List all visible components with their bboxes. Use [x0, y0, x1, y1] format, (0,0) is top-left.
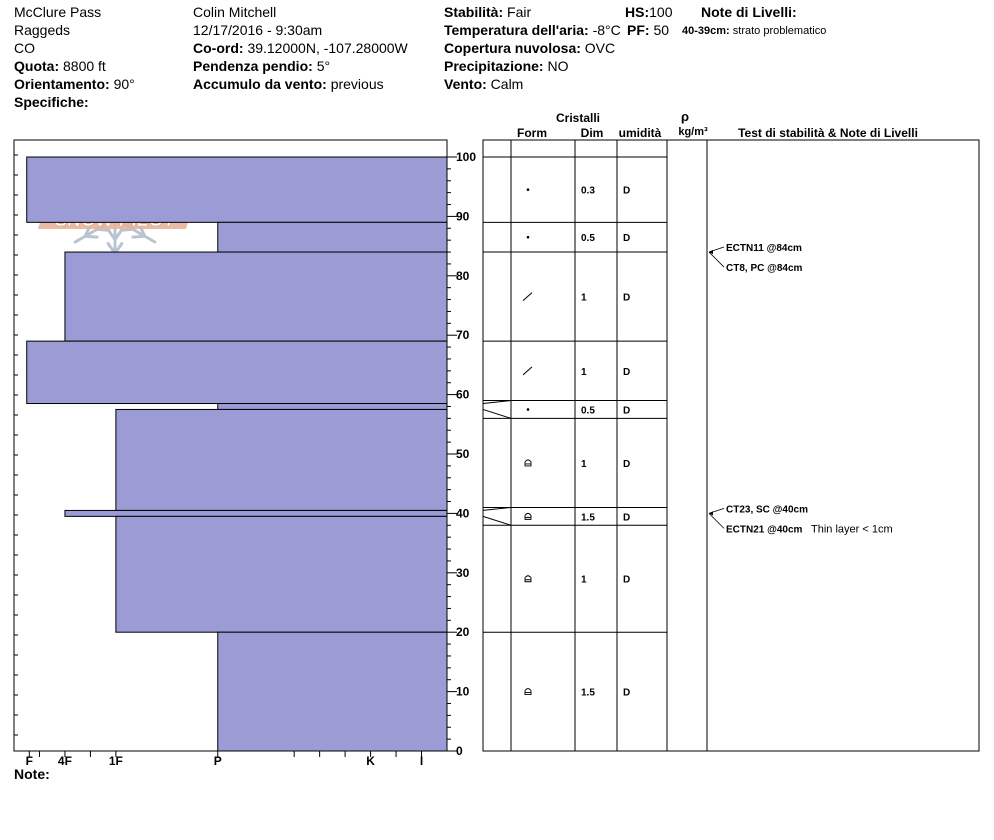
- wind-value: Calm: [490, 76, 524, 92]
- row-connector: [483, 516, 511, 525]
- crystal-dim-value: 0.5: [581, 405, 595, 417]
- hardness-tick-label: I: [419, 754, 424, 768]
- crystal-dim-value: 0.5: [581, 233, 595, 245]
- hs-label: HS:: [625, 4, 650, 20]
- hardness-tick-label: P: [213, 754, 222, 768]
- coord-label: Co-ord:: [193, 40, 244, 56]
- crystal-moisture-value: D: [623, 574, 631, 586]
- height-tick-label: 30: [456, 565, 470, 580]
- crystal-table: [483, 140, 979, 751]
- hardness-bar: [27, 341, 447, 403]
- hardness-bar: [116, 409, 447, 510]
- aspect-value: 90°: [113, 76, 135, 92]
- crystal-dim-value: 0.3: [581, 185, 595, 197]
- height-tick-label: 70: [456, 328, 470, 343]
- crystal-form-cup-icon: [525, 689, 531, 695]
- coord-value: 39.12000N, -107.28000W: [247, 40, 408, 56]
- stability-value: Fair: [507, 4, 532, 20]
- col-header-cristalli: Cristalli: [555, 111, 601, 125]
- crystal-moisture-value: D: [623, 366, 631, 378]
- stability-test-pointer: [709, 513, 724, 528]
- hardness-bar: [218, 632, 447, 751]
- row-connector: [483, 409, 511, 418]
- location-name: McClure Pass: [14, 4, 102, 20]
- hs-value: 100: [649, 4, 673, 20]
- stability-label: Stabilità:: [444, 4, 504, 20]
- layer-notes-label: Note di Livelli:: [701, 4, 797, 20]
- height-tick-label: 20: [456, 625, 470, 640]
- crystal-moisture-value: D: [623, 458, 631, 470]
- observer-name: Colin Mitchell: [193, 4, 277, 20]
- wind-loading-value: previous: [330, 76, 384, 92]
- crystal-moisture-value: D: [623, 185, 631, 197]
- elevation-value: 8800 ft: [63, 58, 106, 74]
- height-tick-label: 50: [456, 447, 470, 461]
- hardness-tick-label: K: [366, 754, 375, 768]
- crystal-moisture-value: D: [623, 233, 631, 245]
- crystal-dim-value: 1: [581, 292, 587, 304]
- air-temp-value: -8°C: [592, 22, 621, 38]
- crystal-dim-value: 1: [581, 458, 587, 470]
- height-tick-label: 10: [456, 684, 470, 699]
- hardness-bar: [218, 222, 447, 252]
- col-header-dim: Dim: [580, 126, 604, 140]
- height-tick-label: 0: [456, 744, 463, 758]
- layer-note-range: 40-39cm:: [682, 25, 730, 37]
- hardness-bar: [65, 510, 447, 516]
- crystal-form-slash-icon: [523, 293, 532, 301]
- crystal-moisture-value: D: [623, 405, 631, 417]
- table-border: [483, 140, 979, 751]
- stability-test-label: CT8, PC @84cm: [726, 263, 803, 275]
- crystal-form-dot-icon: [527, 188, 530, 191]
- hardness-axis: [26, 751, 424, 768]
- col-header-form: Form: [517, 126, 547, 140]
- stability-test-pointer: [709, 252, 724, 267]
- hardness-bars: [27, 157, 447, 751]
- snowflake-branch: [133, 236, 145, 237]
- crystal-form-slash-icon: [523, 367, 532, 375]
- stability-test-label: ECTN11 @84cm: [726, 243, 802, 255]
- stability-tests: [709, 243, 893, 535]
- hardness-tick-label: 1F: [108, 754, 123, 768]
- layer-note-text: strato problematico: [732, 25, 827, 37]
- note-label-text: Note:: [14, 766, 50, 782]
- hardness-bar: [65, 252, 447, 341]
- elevation-label: Quota:: [14, 58, 60, 74]
- crystal-dim-value: 1.5: [581, 512, 595, 524]
- aspect-label: Orientamento:: [14, 76, 110, 92]
- stability-test-label: CT23, SC @40cm: [726, 504, 809, 516]
- snowflake-branch: [85, 236, 97, 237]
- observation-datetime: 12/17/2016 - 9:30am: [193, 22, 323, 38]
- crystal-dim-value: 1.5: [581, 687, 595, 699]
- stability-test-label: ECTN21 @40cm: [726, 524, 803, 536]
- state-name: CO: [14, 40, 35, 56]
- crystal-moisture-value: D: [623, 292, 631, 304]
- crystal-form-dot-icon: [527, 408, 530, 411]
- col-header-rho: ρ: [680, 109, 690, 124]
- col-header-umidita: umidità: [618, 126, 662, 140]
- crystal-moisture-value: D: [623, 687, 631, 699]
- specifics-label: Specifiche:: [14, 94, 89, 110]
- hardness-tick-label: 4F: [57, 754, 72, 768]
- wind-loading-label: Accumulo da vento:: [193, 76, 327, 92]
- cloud-label: Copertura nuvolosa:: [444, 40, 581, 56]
- stability-test-note: Thin layer < 1cm: [811, 523, 893, 536]
- slope-value: 5°: [316, 58, 331, 74]
- pf-label: PF:: [627, 22, 650, 38]
- air-temp-label: Temperatura dell'aria:: [444, 22, 589, 38]
- height-tick-label: 40: [456, 506, 470, 521]
- slope-label: Pendenza pendio:: [193, 58, 313, 74]
- hardness-bar: [116, 516, 447, 632]
- stability-test-arrow-icon: [709, 250, 713, 254]
- col-header-density-unit: kg/m³: [678, 126, 708, 138]
- col-header-stability-notes: Test di stabilità & Note di Livelli: [738, 126, 918, 140]
- hardness-bar: [218, 404, 447, 410]
- hardness-bar: [27, 157, 447, 222]
- height-tick-label: 90: [456, 209, 470, 224]
- area-name: Raggeds: [14, 22, 71, 38]
- height-tick-label: 60: [456, 387, 470, 402]
- precip-value: NO: [547, 58, 569, 74]
- precip-label: Precipitazione:: [444, 58, 544, 74]
- crystal-form-cup-icon: [525, 460, 531, 466]
- wind-label: Vento:: [444, 76, 487, 92]
- stability-test-arrow-icon: [709, 511, 713, 515]
- crystal-form-cup-icon: [525, 576, 531, 582]
- height-tick-label: 100: [456, 150, 477, 164]
- height-axis: [447, 140, 476, 758]
- hardness-tick-label: F: [25, 754, 33, 768]
- crystal-form-dot-icon: [527, 236, 530, 239]
- height-tick-label: 80: [456, 268, 470, 283]
- crystal-dim-value: 1: [581, 366, 587, 378]
- pf-value: 50: [653, 22, 670, 38]
- crystal-form-cup-icon: [525, 513, 531, 519]
- crystal-dim-value: 1: [581, 574, 587, 586]
- crystal-moisture-value: D: [623, 512, 631, 524]
- cloud-value: OVC: [584, 40, 616, 56]
